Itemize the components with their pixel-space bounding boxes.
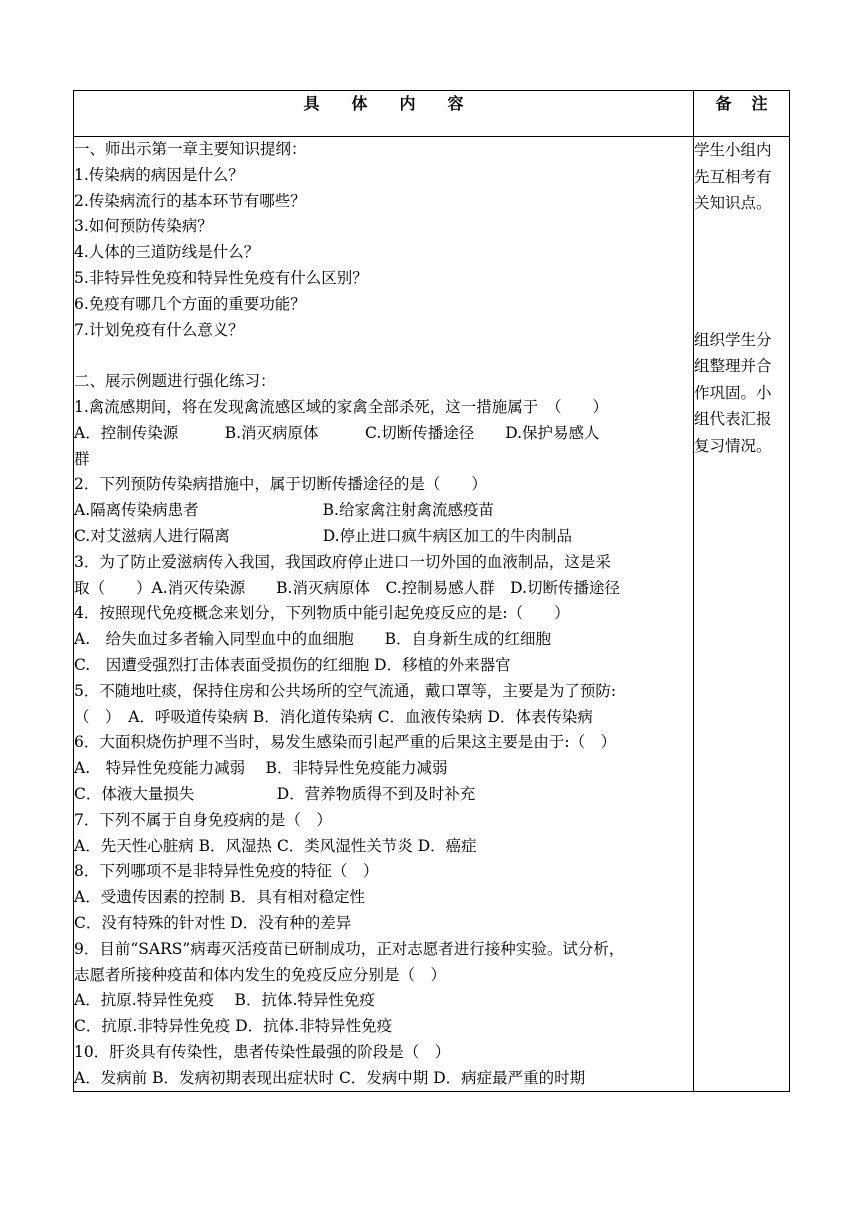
content-line: 8．下列哪项不是非特异性免疫的特征（ ）	[74, 862, 379, 881]
content-line: A．抗原.特异性免疫 B．抗体.特异性免疫	[74, 991, 375, 1010]
content-line	[74, 343, 693, 369]
content-line: 3.如何预防传染病？	[74, 217, 213, 236]
content-line: 取（ ）A.消灭传染源 B.消灭病原体 C.控制易感人群 D.切断传播途径	[74, 578, 620, 597]
notes-column-header	[694, 91, 790, 137]
content-line: 3．为了防止爱滋病传入我国，我国政府停止进口一切外国的血液制品，这是采	[74, 552, 611, 571]
content-line: 志愿者所接种疫苗和体内发生的免疫反应分别是（ ）	[74, 965, 447, 984]
content-line: 9．目前“SARS”病毒灭活疫苗已研制成功，正对志愿者进行接种实验。试分析，	[74, 939, 625, 958]
notes-cell	[694, 137, 790, 1092]
content-line: C.对艾滋病人进行隔离 D.停止进口疯牛病区加工的牛肉制品	[74, 526, 573, 545]
content-line: 4.人体的三道防线是什么？	[74, 243, 260, 262]
body-row	[74, 137, 790, 1092]
content-line: C．体液大量损失 D．营养物质得不到及时补充	[74, 784, 476, 803]
content-line: 4．按照现代免疫概念来划分，下列物质中能引起免疫反应的是:（ ）	[74, 604, 570, 623]
content-line: C. 因遭受强烈打击体表面受损伤的红细胞 D．移植的外来器官	[74, 655, 511, 674]
header-char: 内	[399, 94, 416, 113]
content-line: 1.禽流感期间，将在发现禽流感区域的家禽全部杀死，这一措施属于 （ ）	[74, 397, 609, 416]
content-line: 一、师出示第一章主要知识提纲：	[74, 140, 307, 158]
header-row	[74, 91, 790, 137]
content-line: A．先天性心脏病 B．风湿热 C．类风湿性关节炎 D．癌症	[74, 836, 477, 855]
content-line: A．控制传染源 B.消灭病原体 C.切断传播途径 D.保护易感人	[74, 423, 600, 442]
content-line: A. 给失血过多者输入同型血中的血细胞 B．自身新生成的红细胞	[74, 630, 552, 649]
content-line: 6.免疫有哪几个方面的重要功能？	[74, 294, 306, 313]
content-line: 二、展示例题进行强化练习：	[74, 372, 276, 391]
content-line: 6．大面积烧伤护理不当时，易发生感染而引起严重的后果这主要是由于:（ ）	[74, 733, 617, 752]
content-line: （ ） A．呼吸道传染病 B．消化道传染病 C．血液传染病 D．体表传染病	[74, 707, 593, 726]
content-line: A．发病前 B．发病初期表现出症状时 C．发病中期 D．病症最严重的时期	[74, 1068, 586, 1087]
content-line: 群	[74, 449, 90, 468]
header-char: 具	[303, 94, 320, 113]
content-line: A．受遗传因素的控制 B．具有相对稳定性	[74, 888, 366, 907]
content-line: C．抗原.非特异性免疫 D．抗体.非特异性免疫	[74, 1017, 393, 1036]
note-group-practice: 组织学生分组整理并合作巩固。小组代表汇报复习情况。	[694, 330, 772, 455]
note-group-review: 学生小组内先互相考有关知识点。	[694, 141, 772, 212]
content-line: 5.非特异性免疫和特异性免疫有什么区别？	[74, 268, 368, 287]
header-char: 注	[751, 94, 768, 113]
content-line: A. 特异性免疫能力减弱 B．非特异性免疫能力减弱	[74, 759, 448, 778]
content-line: 2.传染病流行的基本环节有哪些？	[74, 191, 306, 210]
content-cell	[74, 137, 694, 1092]
header-char: 备	[715, 94, 732, 113]
header-char: 容	[447, 94, 464, 113]
content-line: 10．肝炎具有传染性，患者传染性最强的阶段是（ ）	[74, 1042, 451, 1061]
content-line: 7.计划免疫有什么意义？	[74, 320, 244, 339]
header-char: 体	[351, 94, 368, 113]
content-column-header	[74, 91, 694, 137]
lesson-table	[73, 90, 790, 1092]
content-line: A.隔离传染病患者 B.给家禽注射禽流感疫苗	[74, 501, 494, 520]
content-line: 2．下列预防传染病措施中，属于切断传播途径的是（ ）	[74, 475, 487, 494]
content-line: 1.传染病的病因是什么？	[74, 165, 244, 184]
content-line: 5．不随地吐痰，保持住房和公共场所的空气流通，戴口罩等，主要是为了预防:	[74, 681, 617, 700]
content-line: C．没有特殊的针对性 D．没有种的差异	[74, 913, 352, 932]
content-line: 7．下列不属于自身免疫病的是（ ）	[74, 810, 332, 829]
